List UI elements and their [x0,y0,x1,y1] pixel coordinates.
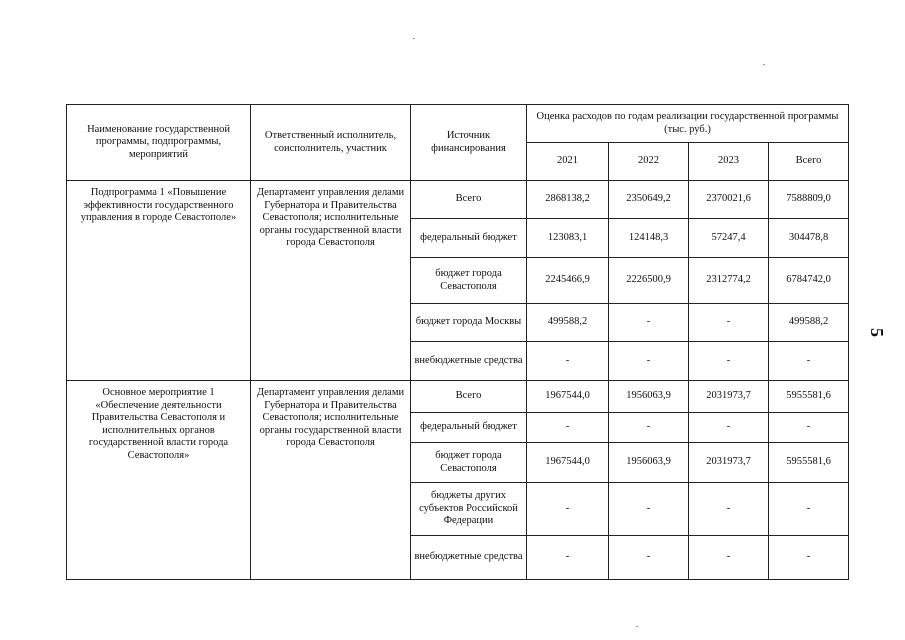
value-cell: 2312774,2 [689,258,769,304]
header-source: Источник финансирования [411,105,527,181]
value-cell: 2868138,2 [527,181,609,219]
value-cell: - [527,413,609,443]
value-cell: - [527,342,609,381]
program-executor: Департамент управления делами Губернатора и Правительства Севастополя; исполнительные органы государственной власти города Севастополя [251,381,411,580]
header-total: Всего [769,143,849,181]
program-name: Основное мероприятие 1 «Обеспечение деятельности Правительства Севастополя и исполнительных органов государственной власти города Севастополя» [67,381,251,580]
header-year: 2021 [527,143,609,181]
value-cell: - [527,536,609,580]
header-estimate: Оценка расходов по годам реализации государственной программы (тыс. руб.) [527,105,849,143]
header-executor: Ответственный исполнитель, соисполнитель, участник [251,105,411,181]
value-cell: 2370021,6 [689,181,769,219]
value-cell: - [689,413,769,443]
funding-source: внебюджетные средства [411,342,527,381]
scan-speck [763,64,765,65]
header-name: Наименование государственной программы, подпрограммы, мероприятий [67,105,251,181]
value-cell: 1967544,0 [527,443,609,483]
program-name: Подпрограмма 1 «Повышение эффективности государственного управления в городе Севастополе» [67,181,251,381]
funding-source: бюджет города Севастополя [411,258,527,304]
value-cell: 124148,3 [609,219,689,258]
value-cell: - [527,483,609,536]
value-cell: - [609,342,689,381]
header-year: 2022 [609,143,689,181]
page-number: 5 [867,328,887,337]
value-cell: - [609,536,689,580]
funding-source: федеральный бюджет [411,219,527,258]
value-cell: - [689,483,769,536]
funding-source: бюджет города Севастополя [411,443,527,483]
scan-speck [413,38,415,39]
value-cell: - [609,483,689,536]
value-cell: 2350649,2 [609,181,689,219]
value-cell: 6784742,0 [769,258,849,304]
value-cell: 304478,8 [769,219,849,258]
value-cell: 2245466,9 [527,258,609,304]
value-cell: - [689,536,769,580]
table-row [67,381,849,413]
funding-source: федеральный бюджет [411,413,527,443]
value-cell: - [689,304,769,342]
value-cell: - [769,342,849,381]
funding-source: бюджеты других субъектов Российской Федерации [411,483,527,536]
value-cell: 1956063,9 [609,443,689,483]
value-cell: 1967544,0 [527,381,609,413]
value-cell: 499588,2 [527,304,609,342]
value-cell: 2031973,7 [689,381,769,413]
value-cell: 5955581,6 [769,443,849,483]
scan-speck [636,626,638,627]
funding-source: бюджет города Москвы [411,304,527,342]
value-cell: 5955581,6 [769,381,849,413]
value-cell: - [769,536,849,580]
value-cell: 2226500,9 [609,258,689,304]
program-executor: Департамент управления делами Губернатора и Правительства Севастополя; исполнительные органы государственной власти города Севастополя [251,181,411,381]
value-cell: 123083,1 [527,219,609,258]
value-cell: - [769,413,849,443]
table-row [67,181,849,219]
value-cell: 1956063,9 [609,381,689,413]
value-cell: 7588809,0 [769,181,849,219]
funding-source: Всего [411,381,527,413]
value-cell: 2031973,7 [689,443,769,483]
budget-table [66,104,849,580]
value-cell: - [609,304,689,342]
value-cell: - [689,342,769,381]
value-cell: 499588,2 [769,304,849,342]
value-cell: - [609,413,689,443]
value-cell: - [769,483,849,536]
funding-source: внебюджетные средства [411,536,527,580]
value-cell: 57247,4 [689,219,769,258]
funding-source: Всего [411,181,527,219]
header-year: 2023 [689,143,769,181]
